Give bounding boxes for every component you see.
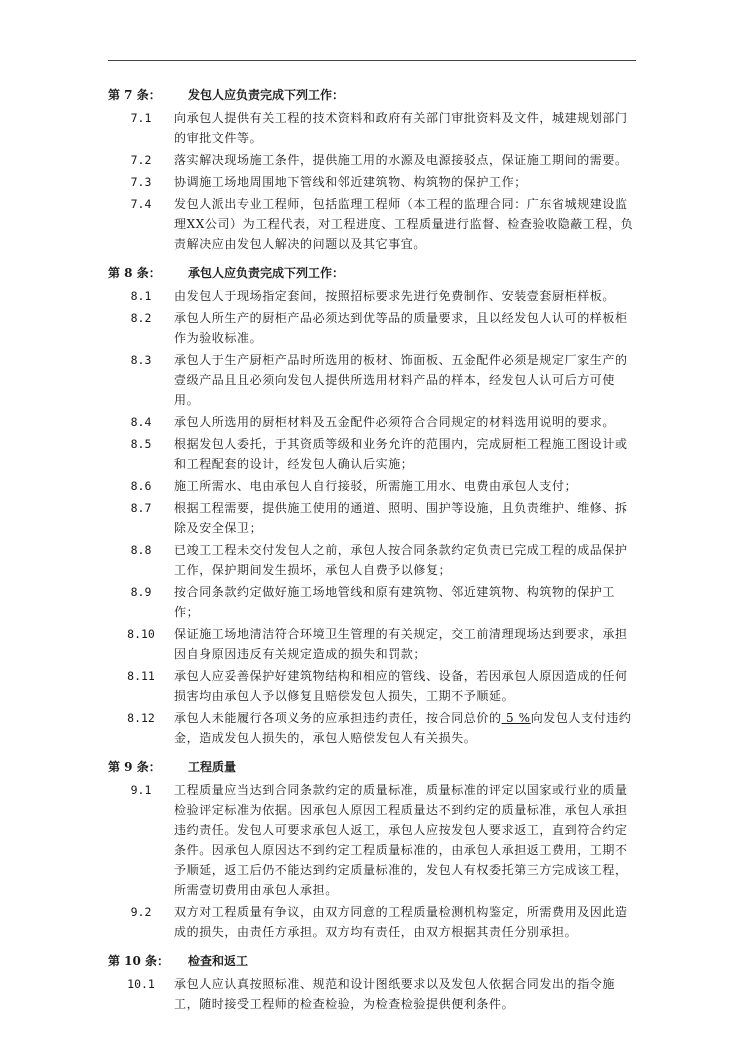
clause-9-2 — [108, 902, 638, 942]
article-7 — [108, 86, 638, 254]
clause-number: 8.5 — [130, 437, 152, 451]
clause-7-3 — [108, 172, 638, 192]
clause-7-4 — [108, 194, 638, 254]
clause-text: 根据工程需要，提供施工使用的通道、照明、围护等设施，且负责维护、维修、拆除及安全保卫； — [174, 501, 628, 535]
clause-8-7 — [108, 498, 638, 538]
clause-8-5 — [108, 434, 638, 474]
clause-text: 发包人派出专业工程师，包括监理工程师（本工程的监理合同：广东省城规建设监理XX公司）为工程代表，对工程进度、工程质量进行监督、检查验收隐蔽工程，负责解决应由发包人解决的问题以及其它事宜。 — [174, 197, 634, 251]
clause-number: 8.4 — [130, 415, 152, 429]
clause-number: 7.4 — [130, 197, 152, 211]
article-title: 承包人应负责完成下列工作： — [188, 266, 345, 280]
article-10 — [108, 952, 638, 1014]
article-heading — [108, 86, 638, 104]
penalty-percent: 5 % — [501, 711, 531, 725]
clause-number: 7.2 — [130, 153, 152, 167]
clause-number: 10.1 — [127, 977, 155, 991]
article-number: 第 8 条： — [108, 266, 161, 280]
clause-number: 8.1 — [130, 289, 152, 303]
clause-text: 工程质量应当达到合同条款约定的质量标准，质量标准的评定以国家或行业的质量检验评定标准为依据。因承包人原因工程质量达不到约定的质量标准，承包人承担违约责任。发包人可要求承包人返工，承包人应按发包人要求返工，直到符合约定条件。因承包人原因达不到约定工程质量标准的，由承包人承担返工费用，工期不予顺延，返工后仍不能达到约定质量标准的，发包人有权委托第三方完成该工程，所需壹切费用由承包人承担。 — [174, 783, 628, 897]
article-title: 发包人应负责完成下列工作： — [188, 88, 345, 102]
clause-text: 承包人所选用的厨柜材料及五金配件必须符合合同规定的材料选用说明的要求。 — [174, 415, 616, 429]
clause-number: 8.3 — [130, 353, 152, 367]
clause-number: 9.2 — [130, 905, 152, 919]
clause-number: 7.1 — [130, 111, 152, 125]
clause-10-1 — [108, 974, 638, 1014]
clause-8-4 — [108, 412, 638, 432]
clause-8-11 — [108, 666, 638, 706]
clause-8-3 — [108, 350, 638, 410]
article-number: 第 10 条： — [108, 954, 170, 968]
article-title: 检查和返工 — [188, 954, 249, 968]
article-number: 第 9 条： — [108, 760, 161, 774]
article-8 — [108, 264, 638, 748]
clause-text: 承包人于生产厨柜产品时所选用的板材、饰面板、五金配件必须是规定厂家生产的壹级产品且且必须向发包人提供所选用材料产品的样本，经发包人认可后方可使用。 — [174, 353, 628, 407]
article-title: 工程质量 — [188, 760, 237, 774]
clause-8-2 — [108, 308, 638, 348]
clause-text: 承包人应认真按照标准、规范和设计图纸要求以及发包人依据合同发出的指令施工，随时接受工程师的检查检验，为检查检验提供便利条件。 — [174, 977, 616, 1011]
clause-text: 保证施工场地清洁符合环境卫生管理的有关规定，交工前清理现场达到要求，承担因自身原因违反有关规定造成的损失和罚款； — [174, 627, 628, 661]
clause-text: 由发包人于现场指定套间，按照招标要求先进行免费制作、安装壹套厨柜样板。 — [174, 289, 616, 303]
clause-text: 已竣工工程未交付发包人之前，承包人按合同条款约定负责已完成工程的成品保护工作，保护期间发生损坏，承包人自费予以修复； — [174, 543, 628, 577]
clause-text: 承包人所生产的厨柜产品必须达到优等品的质量要求，且以经发包人认可的样板柜作为验收标准。 — [174, 311, 628, 345]
clause-7-1 — [108, 108, 638, 148]
clause-8-6 — [108, 476, 638, 496]
clause-8-9 — [108, 582, 638, 622]
clause-text: 承包人应妥善保护好建筑物结构和相应的管线、设备，若因承包人原因造成的任何损害均由承包人予以修复且赔偿发包人损失，工期不予顺延。 — [174, 669, 628, 703]
clause-8-8 — [108, 540, 638, 580]
clause-text-before: 承包人未能履行各项义务的应承担违约责任，按合同总价的 — [174, 711, 502, 725]
clause-text-after: 向发包人支付违约金，造成发包人损失的，承包人赔偿发包人有关损失。 — [174, 711, 632, 745]
header-rule — [108, 60, 636, 61]
clause-8-1 — [108, 286, 638, 306]
clause-number: 8.10 — [127, 627, 155, 641]
clause-number: 7.3 — [130, 175, 152, 189]
clause-text: 协调施工场地周围地下管线和邻近建筑物、构筑物的保护工作； — [174, 175, 527, 189]
article-9 — [108, 758, 638, 942]
clause-number: 8.6 — [130, 479, 152, 493]
article-heading — [108, 758, 638, 776]
clause-number: 8.7 — [130, 501, 152, 515]
article-heading — [108, 264, 638, 282]
clause-number: 9.1 — [130, 783, 152, 797]
clause-text: 根据发包人委托，于其资质等级和业务允许的范围内，完成厨柜工程施工图设计或和工程配套的设计，经发包人确认后实施； — [174, 437, 628, 471]
clause-number: 8.2 — [130, 311, 152, 325]
clause-9-1 — [108, 780, 638, 900]
clause-8-10 — [108, 624, 638, 664]
clause-text: 按合同条款约定做好施工场地管线和原有建筑物、邻近建筑物、构筑物的保护工作； — [174, 585, 616, 619]
clause-7-2 — [108, 150, 638, 170]
clause-number: 8.9 — [130, 585, 152, 599]
clause-number: 8.11 — [127, 669, 155, 683]
article-heading — [108, 952, 638, 970]
clause-text: 施工所需水、电由承包人自行接驳，所需施工用水、电费由承包人支付； — [174, 479, 578, 493]
clause-text: 向承包人提供有关工程的技术资料和政府有关部门审批资料及文件，城建规划部门的审批文件等。 — [174, 111, 628, 145]
clause-text: 双方对工程质量有争议，由双方同意的工程质量检测机构鉴定，所需费用及因此造成的损失，由责任方承担。双方均有责任，由双方根据其责任分别承担。 — [174, 905, 628, 939]
clause-8-12 — [108, 708, 638, 748]
clause-text: 落实解决现场施工条件，提供施工用的水源及电源接驳点，保证施工期间的需要。 — [174, 153, 628, 167]
clause-text — [174, 708, 638, 748]
clause-number: 8.12 — [127, 711, 155, 725]
article-number: 第 7 条： — [108, 88, 161, 102]
document-body — [108, 86, 638, 1024]
clause-number: 8.8 — [130, 543, 152, 557]
